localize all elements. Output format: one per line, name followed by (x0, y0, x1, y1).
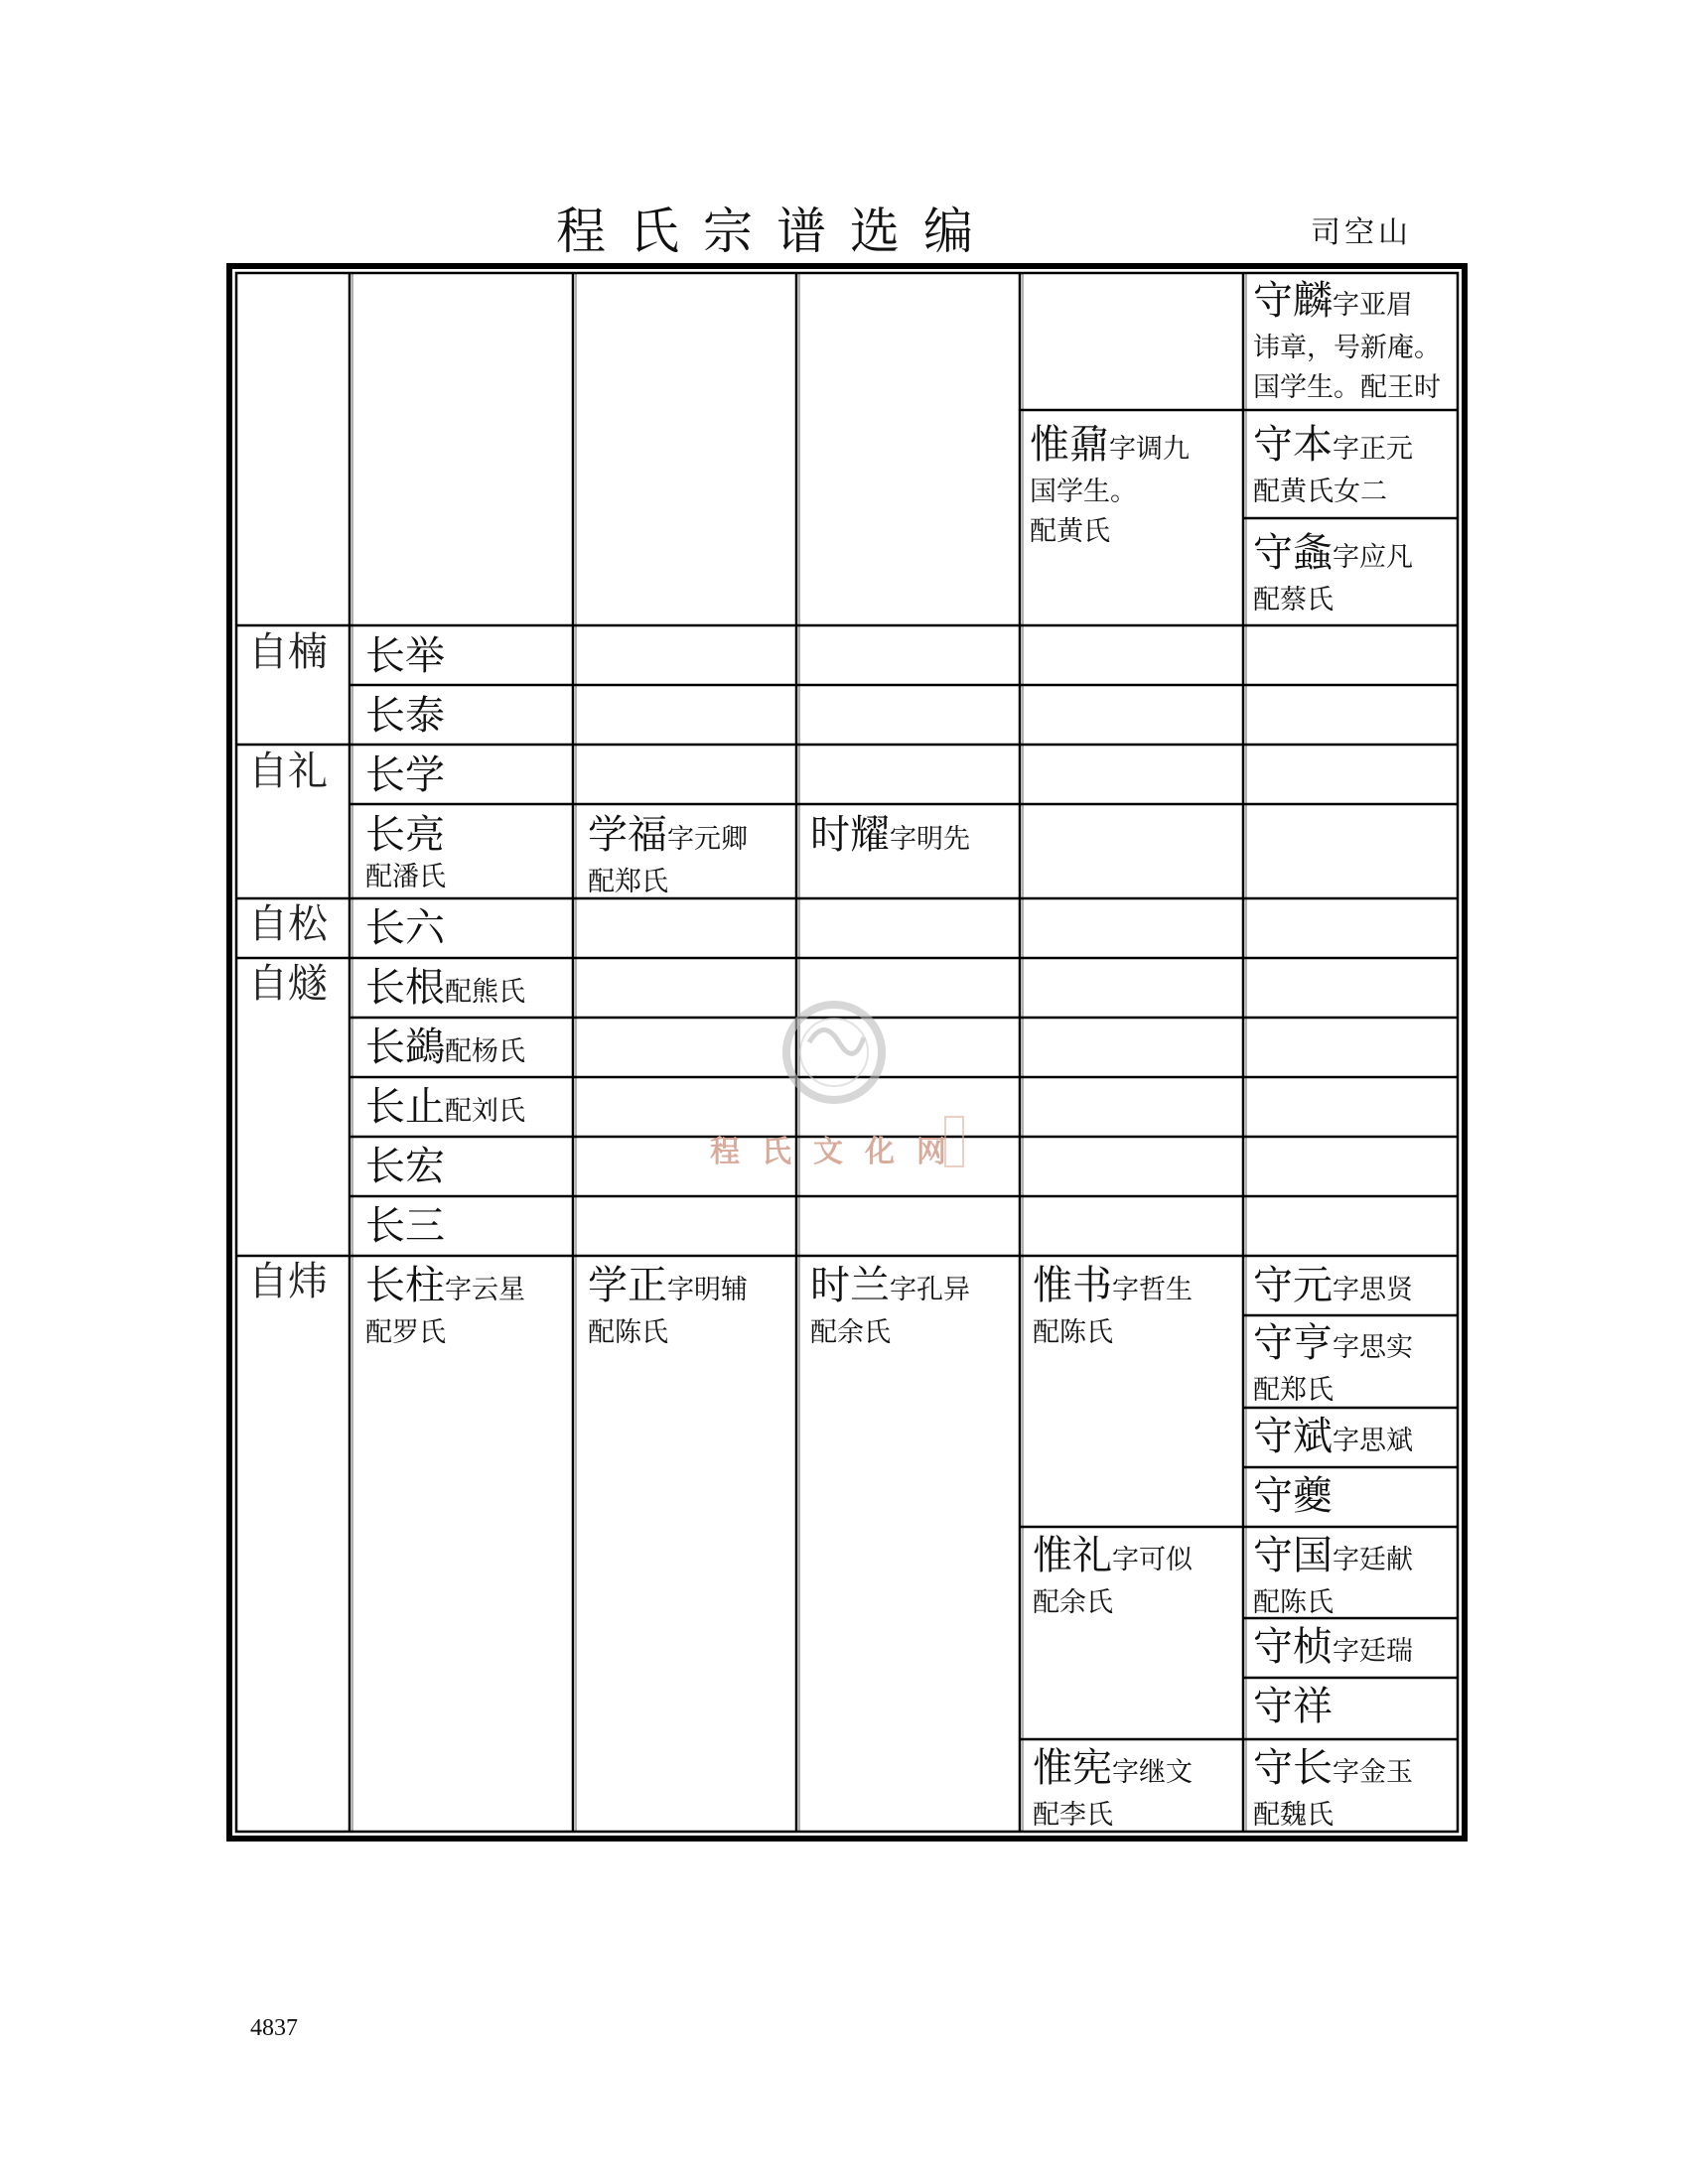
name-shoulin: 守麟 (1253, 278, 1333, 324)
name-zhangzhi: 长止 (365, 1084, 445, 1130)
name-zhanggen: 长根 (365, 965, 445, 1011)
cell-weishu (1033, 1263, 1239, 1352)
name-xuezheng: 学正 (588, 1263, 667, 1308)
note-weili-1: 配余氏 (1033, 1587, 1113, 1618)
note-weiding-1: 国学生。 (1030, 477, 1137, 507)
name-shouxiang: 守祥 (1253, 1684, 1333, 1729)
name-zisui: 自燧 (248, 961, 328, 1007)
note-weixian-1: 配李氏 (1033, 1800, 1113, 1831)
zi-shouheng: 字思实 (1333, 1332, 1413, 1363)
cell-shouben (1253, 422, 1456, 516)
zi-shouyuan: 字思贤 (1333, 1275, 1413, 1305)
name-shouheng: 守亨 (1253, 1320, 1333, 1366)
zi-weixian: 字继文 (1112, 1757, 1193, 1788)
name-shoubin: 守斌 (1253, 1414, 1333, 1459)
note-shouben-1: 配黄氏女二 (1253, 477, 1387, 507)
zi-xuezheng: 字明辅 (667, 1275, 748, 1305)
cell-xuezheng (588, 1263, 792, 1352)
note-shouguo-1: 配陈氏 (1253, 1587, 1334, 1616)
name-zisong: 自松 (248, 901, 328, 947)
cell-zhangliu (365, 905, 570, 955)
note-xuefu-1: 配郑氏 (588, 867, 668, 897)
name-weixian: 惟宪 (1033, 1745, 1112, 1791)
cell-xuefu (588, 812, 792, 897)
cell-zili (248, 749, 348, 808)
location-label: 司空山 (1311, 215, 1412, 250)
name-shouben: 守本 (1253, 422, 1333, 468)
cell-zisui (248, 961, 348, 1021)
cell-zisong (248, 901, 348, 957)
zi-shouguo: 字廷献 (1333, 1545, 1413, 1575)
cell-ziwei (248, 1259, 348, 1318)
page-title: 程氏宗谱选编 (556, 203, 997, 260)
note-shoulin-1: 讳章，号新庵。 (1253, 333, 1441, 363)
cell-zhangzhu (365, 1263, 570, 1352)
name-weishu: 惟书 (1033, 1263, 1112, 1308)
name-shilan: 时兰 (810, 1263, 890, 1308)
name-zhangliang: 长亮 (365, 812, 445, 858)
note-shoulin-2: 国学生。配王时 (1253, 372, 1441, 403)
note-shouheng-1: 配郑氏 (1253, 1375, 1334, 1406)
name-shouzhong: 守螽 (1253, 530, 1333, 576)
cell-zhangzhi (365, 1084, 570, 1134)
cell-weixian (1033, 1745, 1239, 1831)
cell-shouyuan (1253, 1263, 1456, 1314)
zi-shouzhen: 字廷瑞 (1333, 1636, 1413, 1667)
cell-zhangliang (365, 812, 570, 897)
name-zhangju: 长举 (365, 633, 445, 679)
note-zhangyi: 配杨氏 (445, 1036, 525, 1067)
name-shouyuan: 守元 (1253, 1263, 1333, 1308)
zi-weishu: 字哲生 (1112, 1275, 1193, 1305)
zi-weili: 字可似 (1112, 1545, 1193, 1575)
cell-shouzhong (1253, 530, 1456, 623)
name-zhangliu: 长六 (365, 905, 445, 951)
cell-weiding (1030, 422, 1240, 620)
page-number: 4837 (250, 2015, 298, 2041)
cell-shoukui (1253, 1473, 1456, 1525)
name-zhangtai: 长泰 (365, 693, 445, 739)
note-weishu-1: 配陈氏 (1033, 1317, 1113, 1348)
zi-xuefu: 字元卿 (667, 824, 748, 855)
note-shouzhong-1: 配蔡氏 (1253, 585, 1334, 615)
name-zinan: 自楠 (248, 629, 328, 675)
cell-shoubin (1253, 1414, 1456, 1465)
name-ziwei: 自炜 (248, 1259, 328, 1304)
note-zhangzhi: 配刘氏 (445, 1096, 525, 1127)
name-zhangyi: 长鷁 (365, 1024, 445, 1070)
note-weiding-2: 配黄氏 (1030, 516, 1110, 547)
cell-zinan (248, 629, 348, 689)
zi-shoubin: 字思斌 (1333, 1426, 1413, 1456)
note-shouchang-1: 配魏氏 (1253, 1800, 1334, 1831)
name-weili: 惟礼 (1033, 1533, 1112, 1578)
zi-weiding: 字调九 (1109, 434, 1190, 465)
zi-shouben: 字正元 (1333, 434, 1413, 465)
cell-shouguo (1253, 1533, 1456, 1616)
name-zhanghong: 长宏 (365, 1144, 445, 1189)
note-shilan-1: 配余氏 (810, 1317, 891, 1348)
cell-zhanghong (365, 1144, 570, 1193)
name-xuefu: 学福 (588, 812, 667, 858)
name-shouzhen: 守桢 (1253, 1624, 1333, 1670)
zi-zhangzhu: 字云星 (445, 1275, 525, 1305)
name-shiyao: 时耀 (810, 812, 890, 858)
zi-shoulin: 字亚眉 (1333, 290, 1413, 321)
cell-shouzhen (1253, 1624, 1456, 1676)
note-zhangliang-1: 配潘氏 (365, 862, 446, 892)
name-weiding: 惟鼐 (1030, 422, 1109, 468)
zi-shilan: 字孔异 (890, 1275, 970, 1305)
cell-shoulin (1253, 278, 1456, 407)
cell-shouxiang (1253, 1684, 1456, 1735)
cell-zhangyi (365, 1024, 570, 1074)
cell-shilan (810, 1263, 1015, 1352)
zi-shouzhong: 字应凡 (1333, 542, 1413, 573)
zi-shouchang: 字金玉 (1333, 1757, 1413, 1788)
name-shouchang: 守长 (1253, 1745, 1333, 1791)
name-zhangzhu: 长柱 (365, 1263, 445, 1308)
cell-shouheng (1253, 1320, 1456, 1406)
name-zhangsan: 长三 (365, 1203, 445, 1249)
cell-shouchang (1253, 1745, 1456, 1831)
name-zili: 自礼 (248, 749, 328, 794)
note-zhangzhu-1: 配罗氏 (365, 1317, 446, 1348)
note-xuezheng-1: 配陈氏 (588, 1317, 668, 1348)
note-zhanggen: 配熊氏 (445, 977, 525, 1008)
watermark-text: 程氏文化网 (710, 1135, 968, 1169)
cell-shiyao (810, 812, 1015, 897)
name-shoukui: 守夔 (1253, 1473, 1333, 1519)
cell-zhangxue (365, 752, 570, 802)
name-zhangxue: 长学 (365, 752, 445, 798)
zi-shiyao: 字明先 (890, 824, 970, 855)
cell-zhangju (365, 633, 570, 683)
cell-weili (1033, 1533, 1239, 1622)
cell-zhanggen (365, 965, 570, 1015)
name-shouguo: 守国 (1253, 1533, 1333, 1578)
cell-zhangtai (365, 693, 570, 743)
cell-zhangsan (365, 1203, 570, 1253)
